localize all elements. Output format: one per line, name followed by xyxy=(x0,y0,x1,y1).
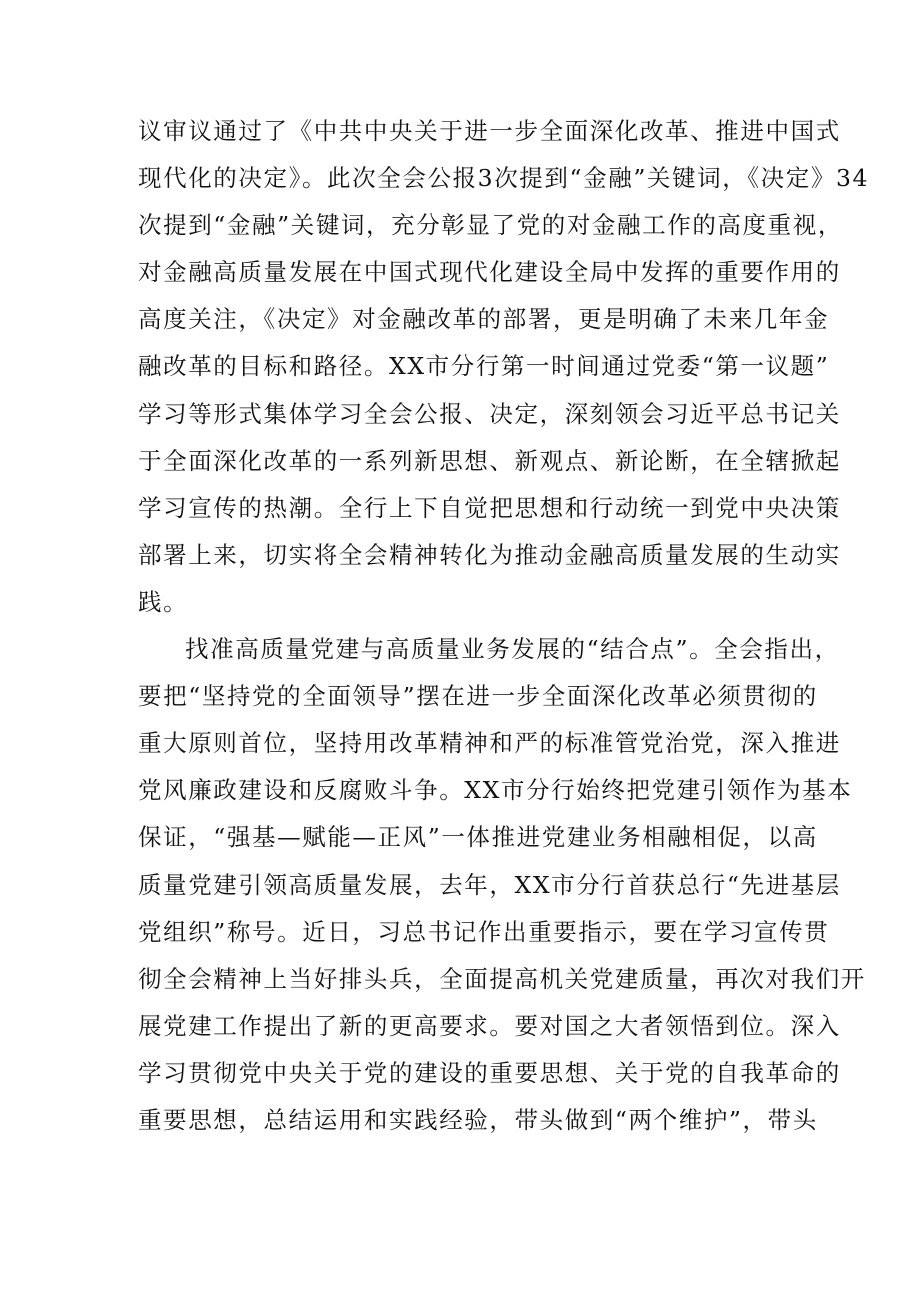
text-line: 学习等形式集体学习全会公报、决定，深刻领会习近平总书记关 xyxy=(138,399,841,428)
text-line: 融改革的目标和路径。XX市分行第一时间通过党委“第一议题” xyxy=(138,352,830,381)
text-line: 学习宣传的热潮。全行上下自觉把思想和行动统一到党中央决策 xyxy=(138,493,841,522)
text-line: 彻全会精神上当好排头兵，全面提高机关党建质量，再次对我们开 xyxy=(138,964,866,993)
text-line: 议审议通过了《中共中央关于进一步全面深化改革、推进中国式 xyxy=(138,117,841,145)
text-line: 党风廉政建设和反腐败斗争。XX市分行始终把党建引领作为基本 xyxy=(138,776,853,805)
text-line: 党组织”称号。近日，习总书记作出重要指示，要在学习宣传贯 xyxy=(138,917,830,946)
text-line: 现代化的决定》。此次全会公报3次提到“金融”关键词，《决定》34 xyxy=(138,164,870,193)
paragraph xyxy=(138,108,870,626)
document-body xyxy=(138,108,870,1144)
text-line: 保证，“强基—赋能—正风”一体推进党建业务相融相促，以高 xyxy=(138,823,818,852)
text-line: 展党建工作提出了新的更高要求。要对国之大者领悟到位。深入 xyxy=(138,1011,841,1040)
text-line: 次提到“金融”关键词，充分彰显了党的对金融工作的高度重视， xyxy=(138,211,843,240)
text-line: 部署上来，切实将全会精神转化为推动金融高质量发展的生动实 xyxy=(138,540,841,569)
text-line: 要把“坚持党的全面领导”摆在进一步全面深化改革必须贯彻的 xyxy=(138,682,818,711)
text-line: 践。 xyxy=(138,587,189,616)
text-line: 于全面深化改革的一系列新思想、新观点、新论断，在全辖掀起 xyxy=(138,446,841,475)
text-line: 质量党建引领高质量发展，去年，XX市分行首获总行“先进基层 xyxy=(138,870,841,899)
text-line: 重大原则首位，坚持用改革精神和严的标准管党治党，深入推进 xyxy=(138,729,841,758)
text-line: 学习贯彻党中央关于党的建设的重要思想、关于党的自我革命的 xyxy=(138,1058,841,1087)
text-line: 重要思想，总结运用和实践经验，带头做到“两个维护”，带头 xyxy=(138,1105,818,1134)
text-line: 找准高质量党建与高质量业务发展的“结合点”。全会指出， xyxy=(185,635,840,664)
text-line: 对金融高质量发展在中国式现代化建设全局中发挥的重要作用的 xyxy=(138,258,841,287)
text-line: 高度关注，《决定》对金融改革的部署，更是明确了未来几年金 xyxy=(138,305,830,334)
paragraph xyxy=(138,626,866,1144)
